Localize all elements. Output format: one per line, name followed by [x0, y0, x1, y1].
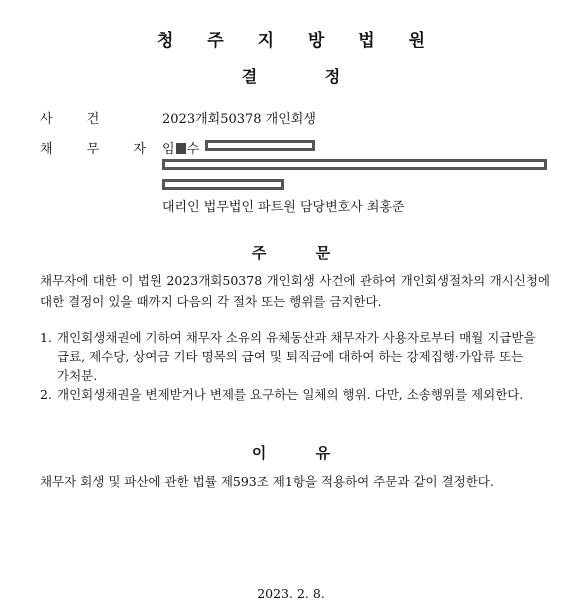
debtor-name-first: 임: [162, 142, 175, 157]
order-item-number: 2.: [40, 387, 52, 402]
redacted-name-char: [176, 143, 186, 154]
reason-heading: 이 유: [251, 444, 331, 462]
order-item-text: 개인회생채권에 기하여 채무자 소유의 유체동산과 채무자가 사용자로부터 매월 지급받을 급료, 제수당, 상여금 기타 명목의 급여 및 퇴직금에 대하여 하는 강제집행·가압류 또는 가처분.: [57, 330, 536, 383]
redacted-address-line-1: [162, 159, 547, 170]
debtor-name-last: 수: [186, 142, 200, 157]
document-type: 결 정: [241, 67, 341, 86]
representative: 대리인 법무법인 파트원 담당변호사 최홍준: [162, 200, 405, 215]
order-item-2: [40, 385, 536, 404]
debtor-label: 채 무 자: [40, 142, 146, 157]
court-title: 청 주 지 방 법 원: [156, 31, 440, 51]
order-heading: 주 문: [251, 244, 331, 262]
order-item-text: 개인회생채권을 변제받거나 변제를 요구하는 일체의 행위. 다만, 소송행위를 제외한다.: [57, 387, 524, 402]
case-label: 사 건: [40, 112, 100, 127]
reason-text: 채무자 회생 및 파산에 관한 법률 제593조 제1항을 적용하여 주문과 같이 결정한다.: [40, 474, 494, 489]
debtor-name: [162, 138, 199, 157]
order-item-1: [40, 328, 536, 385]
order-intro: 채무자에 대한 이 법원 2023개회50378 개인회생 사건에 관하여 개인회생절차의 개시신청에 대한 결정이 있을 때까지 다음의 각 절차 또는 행위를 금지한다.: [40, 273, 550, 309]
case-number: 2023개회50378 개인회생: [162, 112, 316, 127]
redacted-address-line-2: [162, 179, 284, 190]
redacted-id: [205, 140, 315, 151]
order-item-number: 1.: [40, 330, 52, 345]
decision-date: 2023. 2. 8.: [257, 586, 325, 601]
